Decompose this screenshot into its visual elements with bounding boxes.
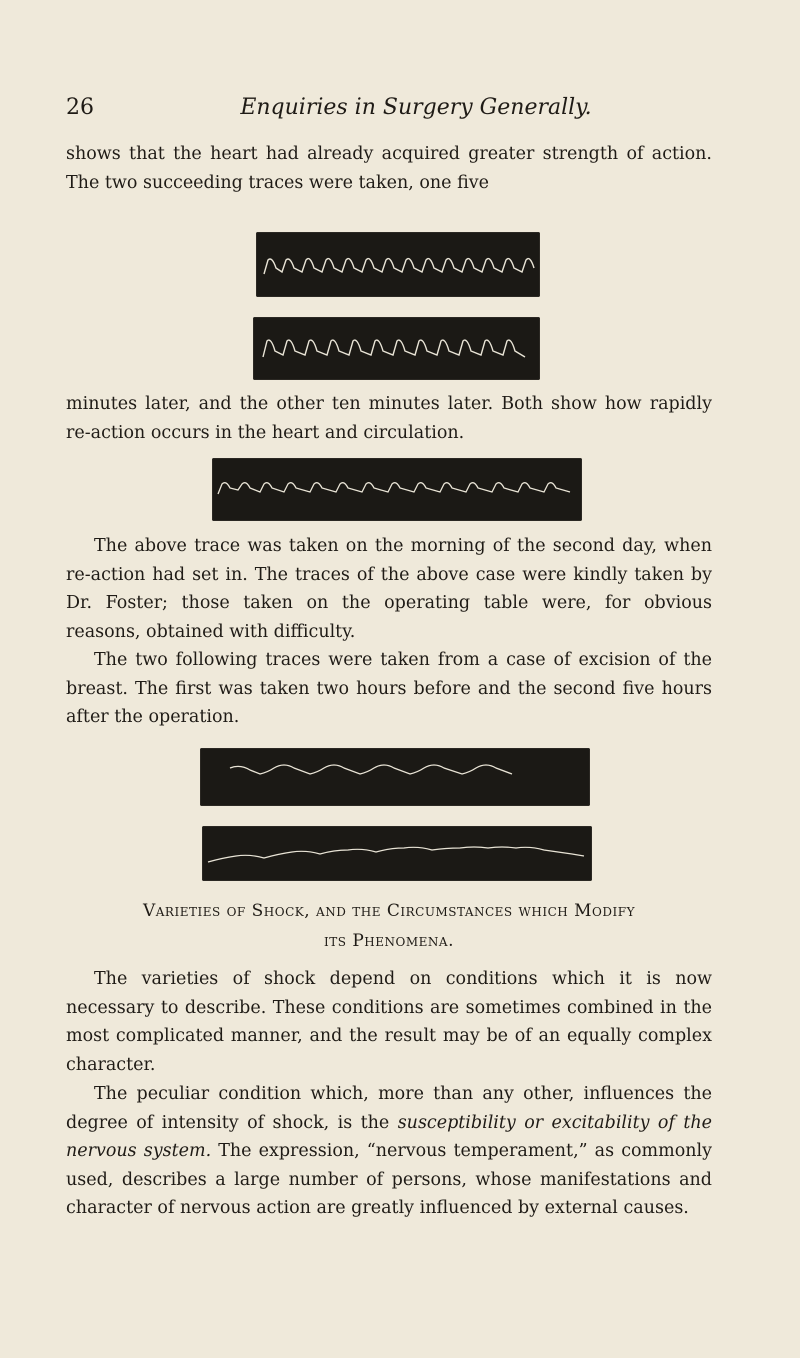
paragraph-6-emphasis: susceptibility or excitability of the nervous system.: [66, 1112, 712, 1162]
sphygmograph-trace-3: [212, 458, 582, 521]
section-heading-line-1: Varieties of Shock, and the Circumstances which Modify: [142, 901, 635, 921]
paragraph-2: minutes later, and the other ten minutes later. Both show how rapidly re-action occurs in the heart and circulation.: [66, 394, 712, 443]
paragraph-5: The varieties of shock depend on conditions which it is now necessary to describe. These conditions are sometimes combined in the most complicated manner, and the result may be of an equally complex character.: [66, 969, 712, 1075]
sphygmograph-trace-2: [253, 317, 540, 380]
sphygmograph-trace-5: [202, 826, 592, 881]
paragraph-4: The two following traces were taken from a case of excision of the breast. The first was taken two hours before and the second five hours after the operation.: [66, 650, 712, 728]
paragraph-6: [66, 1080, 712, 1223]
sphygmograph-trace-4: [200, 748, 590, 806]
sphygmograph-trace-1: [256, 232, 540, 297]
paragraph-3: The above trace was taken on the morning of the second day, when re-action had set in. The traces of the above case were kindly taken by Dr. Foster; those taken on the operating table were, for obvious reasons, obtained with difficulty.: [66, 536, 712, 642]
section-heading-line-2: its Phenomena.: [324, 931, 454, 951]
page-number: 26: [66, 95, 94, 120]
running-title: Enquiries in Surgery Generally.: [240, 95, 592, 120]
page-header: [66, 95, 766, 135]
paragraph-6-text-b: The expression, “nervous temperament,” as commonly used, describes a large number of persons, whose manifestations and character of nervous action are greatly influenced by external causes.: [66, 1141, 713, 1219]
paragraph-6-text-a: The peculiar condition which, more than any other, influences the degree of intensity of shock, is the: [66, 1084, 712, 1133]
paragraph-1: shows that the heart had already acquired greater strength of action. The two succeeding traces were taken, one five: [66, 144, 712, 193]
